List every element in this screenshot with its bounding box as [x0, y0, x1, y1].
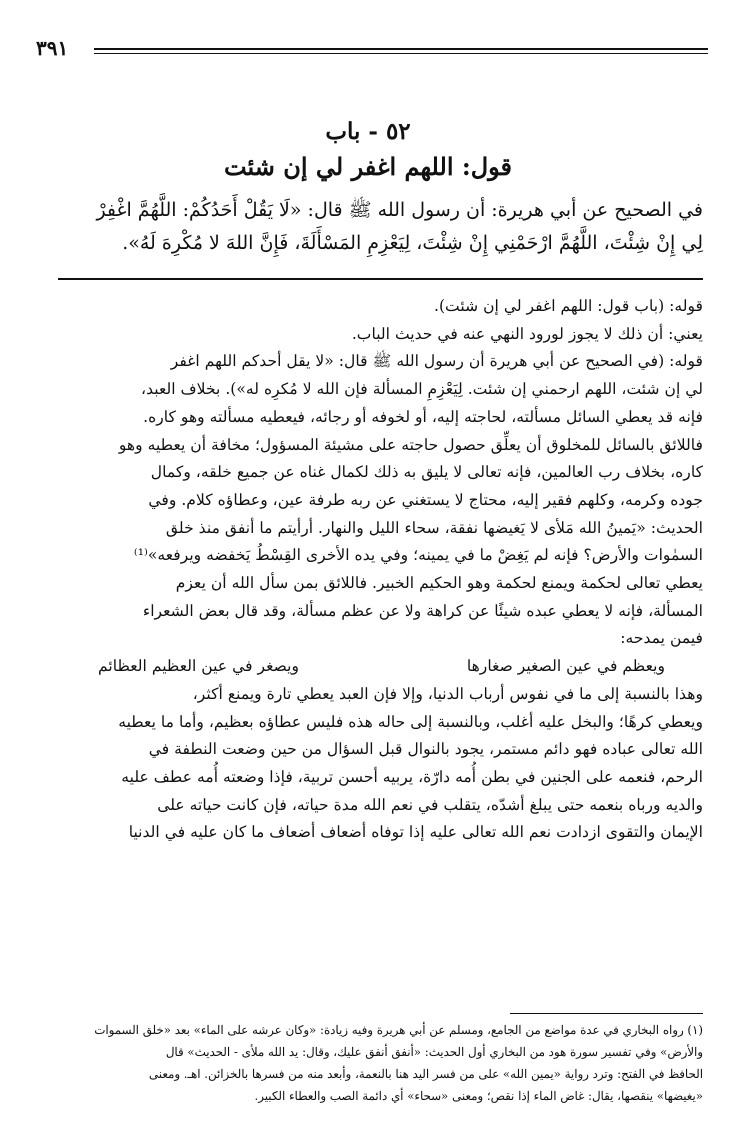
- commentary-line: الحديث: «يَمينُ الله مَلأى لا يَغيضها نفقة، سحاء الليل والنهار. أرأيتم ما أنفق منذ خلق: [165, 518, 703, 537]
- commentary-line: كاره، بخلاف رب العالمين، فإنه تعالى لا يليق به ذلك لكمال غناه عن جميع خلقه، وكمال: [150, 463, 703, 482]
- verse-second-hemistich: ويصغر في عين العظيم العظائم: [98, 657, 300, 676]
- commentary-text: [48, 293, 703, 847]
- commentary-line: الله تعالى عباده فهو دائم مستمر، يجود بالنوال قبل السؤال من حين وضعت النطفة في: [148, 740, 703, 759]
- footnote-line: الحافظ في الفتح: وترد رواية «يمين الله» على من فسر اليد هنا بالنعمة، وأبعد منه من فسرها بالخزائن. اهـ. ومعنى: [148, 1067, 703, 1081]
- commentary-line: ويعطي كرهًا؛ والبخل عليه أغلب، وبالنسبة إلى حاله هذه فليس عطاؤه بعظيم، وأما ما يعطيه: [118, 712, 703, 731]
- commentary-line: فاللائق بالسائل للمخلوق أن يعلِّق حصول حاجته على مشيئة المسؤول؛ مخافة أن يعطيه وهو: [118, 435, 703, 454]
- commentary-line: لي إن شئت، اللهم ارحمني إن شئت. لِيَعْزِمِ المسألة فإن الله لا مُكرِه له»). بخلاف العبد،: [141, 380, 703, 399]
- footnote-line: «يغيضها» ينقصها، يقال: غاض الماء إذا نقص؛ ومعنى «سحاء» أي دائمة الصب والعطاء الكبير.: [254, 1089, 703, 1103]
- footnote-line: (١) رواه البخاري في عدة مواضع من الجامع، ومسلم عن أبي هريرة وفيه زيادة: «وكان عرشه على الماء» بعد «خلق السموات: [94, 1023, 703, 1037]
- commentary-line: الإيمان والتقوى ازدادت نعم الله تعالى عليه إذا توفاه أضعاف أضعاف ما كان عليه في الدنيا: [128, 823, 703, 842]
- commentary-line: المسألة، فإنه لا يعطي عبده شيئًا عن كراهة ولا عن عظم مسألة، وقد قال بعض الشعراء: [142, 601, 703, 620]
- commentary-line: يعني: أن ذلك لا يجوز لورود النهي عنه في حديث الباب.: [351, 324, 703, 343]
- poetry-verse: [48, 653, 703, 681]
- commentary-line: جوده وكرمه، وكلهم فقير إليه، محتاج لا يستغني عن ربه طرفة عين، وعطاؤه كلام. وفي: [148, 490, 703, 509]
- hadith-line: في الصحيح عن أبي هريرة: أن رسول الله ﷺ قال: «لَا يَقُلْ أَحَدُكُمْ: اللَّهُمَّ اغْفِرْ: [96, 199, 703, 221]
- commentary-line: فإنه قد يعطي السائل مسألته، لحاجته إليه، أو لخوفه أو رجائه، فيعطيه مسألته وهو كاره.: [143, 407, 703, 426]
- commentary-line: وهذا بالنسبة إلى ما في نفوس أرباب الدنيا، وإلا فإن العبد يعطي تارة ويمنع أكثر،: [192, 684, 703, 703]
- hadith-text: [48, 194, 703, 260]
- commentary-line: قوله: (في الصحيح عن أبي هريرة أن رسول الله ﷺ قال: «لا يقل أحدكم اللهم اغفر: [170, 352, 703, 371]
- page-header: [36, 36, 708, 70]
- hadith-line: لِي إِنْ شِئْتَ، اللَّهُمَّ ارْحَمْنِي إِنْ شِئْتَ، لِيَعْزِمِ المَسْأَلَةَ، فَإِنَّ اللهَ لا مُكْرِهَ لَهُ».: [122, 232, 703, 254]
- section-divider: [58, 278, 703, 280]
- footnote: [48, 1019, 703, 1107]
- commentary-line: والديه ورباه بنعمه حتى يبلغ أشدّه، يتقلب في نعم الله مدة حياته، فإن كانت حياته على: [157, 795, 703, 814]
- header-rule-thin: [94, 53, 708, 54]
- header-rule: [94, 48, 708, 50]
- commentary-line: يعطي تعالى لحكمة ويمنع لحكمة وهو الحكيم الخبير. فاللائق بمن سأل الله أن يعزم: [175, 574, 703, 593]
- page-number: ٣٩١: [36, 36, 69, 60]
- commentary-line: فيمن يمدحه:: [620, 629, 703, 648]
- chapter-number: ٥٢ - باب: [325, 118, 411, 145]
- chapter-title: قول: اللهم اغفر لي إن شئت: [223, 152, 513, 181]
- footnote-divider: [510, 1013, 703, 1014]
- footnote-line: والأرض» وفي تفسير سورة هود من البخاري أول الحديث: «أنفق أنفق عليك، وقال: يد الله ملأى - الحديث» قال: [165, 1045, 703, 1059]
- commentary-line: الرحم، فنعمه على الجنين في بطن أُمه دارّة، يربيه أحسن تربية، فإذا وضعته أُمه عطف عليه: [121, 767, 703, 786]
- commentary-line: السمٰوات والأرض؟ فإنه لم يَغِضْ ما في يمينه؛ وفي يده الأخرى القِسْطُ يَخفضه ويرفعه»⁽¹⁾: [133, 546, 703, 565]
- commentary-line: قوله: (باب قول: اللهم اغفر لي إن شئت).: [434, 297, 703, 315]
- verse-first-hemistich: ويعظم في عين الصغير صغارها: [466, 657, 665, 676]
